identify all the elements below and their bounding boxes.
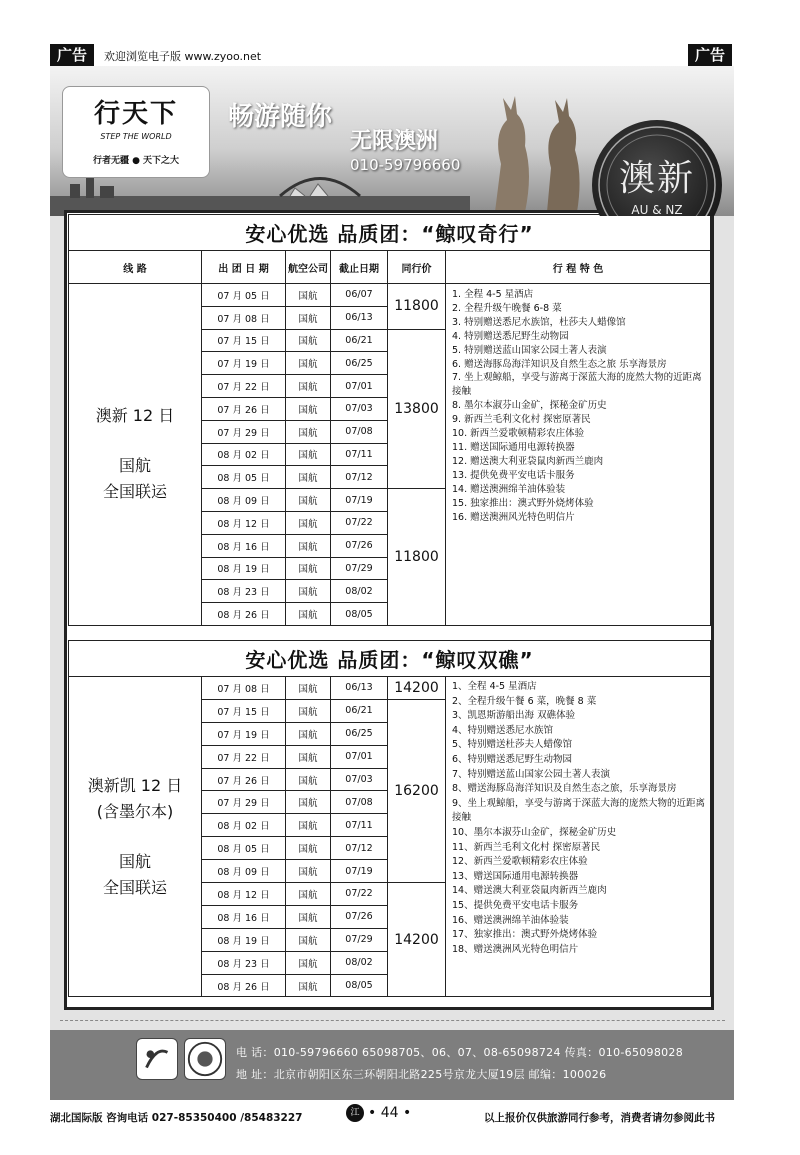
feature-item: 11、新西兰毛利文化村 探密原著民	[452, 841, 601, 853]
route-airline: 国航	[118, 456, 151, 476]
deadline-cell: 08/02	[331, 951, 388, 974]
airline-cell: 国航	[286, 791, 331, 814]
departure-date: 07 月 29 日	[202, 791, 286, 814]
deadline-cell: 07/26	[331, 534, 388, 557]
footer-edition: 湖北国际版 咨询电话 027-85350400 /85483227	[50, 1112, 303, 1124]
table-2-title: 安心优选 品质团：“鲸叹双礁”	[69, 641, 711, 677]
airline-cell: 国航	[286, 352, 331, 375]
features-cell	[446, 677, 711, 997]
airline-cell: 国航	[286, 306, 331, 329]
seal-ring-icon	[592, 120, 722, 216]
departure-date: 07 月 22 日	[202, 745, 286, 768]
feature-item: 15、提供免费平安电话卡服务	[452, 899, 579, 911]
itinerary-table-1	[68, 214, 711, 626]
feature-item: 17、独家推出：澳式野外烧烤体验	[452, 929, 598, 941]
table-header-row	[69, 251, 711, 284]
deadline-cell: 08/02	[331, 580, 388, 603]
feature-item: 7、特别赠送蓝山国家公园土著人表演	[452, 768, 611, 780]
deadline-cell: 07/22	[331, 511, 388, 534]
route-airline: 国航	[118, 851, 151, 871]
deadline-cell: 07/08	[331, 420, 388, 443]
departure-date: 08 月 26 日	[202, 603, 286, 626]
airline-cell: 国航	[286, 534, 331, 557]
departure-date: 08 月 09 日	[202, 489, 286, 512]
airline-cell: 国航	[286, 397, 331, 420]
route-cell	[69, 677, 202, 997]
feature-item: 6. 赠送海豚岛海洋知识及自然生态之旅 乐享海景房	[452, 358, 667, 370]
price-cell: 14200	[388, 883, 446, 997]
price-cell: 16200	[388, 699, 446, 882]
departure-date: 08 月 02 日	[202, 443, 286, 466]
feature-item: 3. 特别赠送悉尼水族馆，杜莎夫人蜡像馆	[452, 316, 626, 328]
price-cell: 11800	[388, 284, 446, 330]
deadline-cell: 07/03	[331, 397, 388, 420]
feature-item: 1、全程 4-5 星酒店	[452, 681, 537, 692]
feature-item: 1. 全程 4-5 星酒店	[452, 289, 534, 300]
feature-item: 5、特别赠送杜莎夫人蜡像馆	[452, 739, 573, 751]
airline-cell: 国航	[286, 329, 331, 352]
banner-slogan-2: 无限澳洲	[350, 128, 439, 154]
route-cell	[69, 284, 202, 626]
feature-item: 16、赠送澳洲绵羊油体验装	[452, 914, 569, 926]
airline-cell: 国航	[286, 768, 331, 791]
feature-item: 18、赠送澳洲风光特色明信片	[452, 943, 579, 955]
kangaroo-icon	[455, 84, 595, 214]
logo-main-text: 行天下	[93, 99, 178, 129]
deadline-cell: 07/19	[331, 860, 388, 883]
feature-item: 13、赠送国际通用电源转换器	[452, 870, 579, 882]
logo-sub-text: STEP THE WORLD	[100, 132, 172, 141]
feature-item: 12、新西兰爱歌顿精彩农庄体验	[452, 856, 588, 868]
feature-item: 14、赠送澳大利亚袋鼠肉新西兰鹿肉	[452, 885, 607, 897]
airline-cell: 国航	[286, 951, 331, 974]
route-name: 澳新凯 12 日	[87, 775, 183, 795]
logo-slogan: 行者无疆 ● 天下之大	[92, 156, 180, 166]
departure-date: 08 月 26 日	[202, 974, 286, 997]
departure-date: 07 月 22 日	[202, 375, 286, 398]
deadline-cell: 07/01	[331, 375, 388, 398]
partner-logo-icon	[136, 1038, 178, 1080]
deadline-cell: 06/21	[331, 699, 388, 722]
deadline-cell: 07/12	[331, 466, 388, 489]
deadline-cell: 07/12	[331, 837, 388, 860]
banner-slogan-1: 畅游随你	[228, 102, 333, 132]
departure-date: 08 月 19 日	[202, 557, 286, 580]
brand-logo	[62, 86, 210, 178]
feature-item: 4、特别赠送悉尼水族馆	[452, 724, 554, 736]
airline-cell: 国航	[286, 699, 331, 722]
departure-date: 07 月 15 日	[202, 329, 286, 352]
top-website-note: 欢迎浏览电子版 www.zyoo.net	[104, 50, 262, 63]
deadline-cell: 07/11	[331, 814, 388, 837]
airline-cell: 国航	[286, 837, 331, 860]
edition-badge-icon: 江	[346, 1104, 364, 1122]
departure-date: 08 月 23 日	[202, 951, 286, 974]
ad-tag-left: 广告	[50, 44, 94, 66]
deadline-cell: 06/21	[331, 329, 388, 352]
deadline-cell: 08/05	[331, 603, 388, 626]
feature-item: 4. 特别赠送悉尼野生动物园	[452, 330, 569, 342]
departure-date: 07 月 19 日	[202, 722, 286, 745]
feature-item: 13. 提供免费平安电话卡服务	[452, 469, 575, 481]
price-cell: 13800	[388, 329, 446, 489]
feature-item: 10、墨尔本淑芬山金矿，探秘金矿历史	[452, 826, 617, 838]
route-name-note: (含墨尔本)	[96, 801, 174, 821]
deadline-cell: 07/29	[331, 557, 388, 580]
deadline-cell: 06/07	[331, 284, 388, 307]
deadline-cell: 07/19	[331, 489, 388, 512]
ad-tag-right: 广告	[688, 44, 732, 66]
feature-item: 8. 墨尔本淑芬山金矿，探秘金矿历史	[452, 400, 607, 412]
contact-address: 地 址：北京市朝阳区东三环朝阳北路225号京龙大厦19层 邮编：100026	[236, 1068, 607, 1081]
departure-date: 08 月 16 日	[202, 534, 286, 557]
table-1-title: 安心优选 品质团：“鲸叹奇行”	[69, 215, 711, 251]
feature-item: 2. 全程升级午晚餐 6-8 菜	[452, 302, 562, 314]
airline-cell: 国航	[286, 557, 331, 580]
departure-date: 07 月 29 日	[202, 420, 286, 443]
departure-date: 07 月 08 日	[202, 677, 286, 700]
feature-item: 9. 新西兰毛利文化村 探密原著民	[452, 414, 591, 426]
features-cell	[446, 284, 711, 626]
airline-cell: 国航	[286, 443, 331, 466]
divider	[60, 1020, 725, 1021]
departure-date: 07 月 26 日	[202, 768, 286, 791]
deadline-cell: 07/11	[331, 443, 388, 466]
feature-item: 16. 赠送澳洲风光特色明信片	[452, 511, 575, 523]
deadline-cell: 07/22	[331, 883, 388, 906]
feature-item: 6、特别赠送悉尼野生动物园	[452, 753, 573, 765]
feature-item: 8、赠送海豚岛海洋知识及自然生态之旅，乐享海景房	[452, 783, 677, 795]
airline-cell: 国航	[286, 814, 331, 837]
deadline-cell: 07/08	[331, 791, 388, 814]
contact-bar	[50, 1030, 734, 1100]
feature-item: 15. 独家推出：澳式野外烧烤体验	[452, 497, 594, 509]
seal-main-text: 澳新	[618, 158, 695, 199]
airline-cell: 国航	[286, 928, 331, 951]
airline-cell: 国航	[286, 860, 331, 883]
banner-phone: 010-59796660	[350, 156, 461, 174]
header-features: 行 程 特 色	[446, 251, 711, 284]
airline-cell: 国航	[286, 420, 331, 443]
airline-cell: 国航	[286, 580, 331, 603]
footer-page-number	[346, 1104, 411, 1122]
airline-cell: 国航	[286, 677, 331, 700]
airline-cell: 国航	[286, 603, 331, 626]
departure-date: 07 月 05 日	[202, 284, 286, 307]
price-cell: 11800	[388, 489, 446, 626]
table-row	[69, 284, 711, 307]
feature-item: 10. 新西兰爱歌顿精彩农庄体验	[452, 428, 585, 440]
seal-sub-text: AU & NZ	[631, 203, 683, 216]
spacer	[69, 825, 201, 849]
deadline-cell: 07/29	[331, 928, 388, 951]
airline-cell: 国航	[286, 375, 331, 398]
feature-item: 7. 坐上观鲸船，享受与游离于深蓝大海的庞然大物的近距离接触	[452, 372, 702, 398]
feature-item: 11. 赠送国际通用电源转换器	[452, 441, 575, 453]
deadline-cell: 06/13	[331, 306, 388, 329]
airline-cell: 国航	[286, 722, 331, 745]
departure-date: 07 月 15 日	[202, 699, 286, 722]
price-cell: 14200	[388, 677, 446, 700]
departure-date: 08 月 12 日	[202, 883, 286, 906]
feature-item: 5. 特别赠送蓝山国家公园土著人表演	[452, 344, 607, 356]
route-note: 全国联运	[102, 877, 167, 897]
page-number: • 44 •	[368, 1105, 412, 1121]
feature-item: 9、坐上观鲸船，享受与游离于深蓝大海的庞然大物的近距离接触	[452, 797, 706, 824]
deadline-cell: 07/26	[331, 905, 388, 928]
spacer	[69, 429, 201, 453]
airline-cell: 国航	[286, 284, 331, 307]
departure-date: 08 月 12 日	[202, 511, 286, 534]
feature-item: 14. 赠送澳洲绵羊油体验装	[452, 483, 566, 495]
header-date: 出 团 日 期	[202, 251, 286, 284]
departure-date: 08 月 23 日	[202, 580, 286, 603]
airline-cell: 国航	[286, 511, 331, 534]
departure-date: 07 月 08 日	[202, 306, 286, 329]
departure-date: 07 月 19 日	[202, 352, 286, 375]
airline-cell: 国航	[286, 974, 331, 997]
deadline-cell: 07/01	[331, 745, 388, 768]
deadline-cell: 06/25	[331, 352, 388, 375]
header-price: 同行价	[388, 251, 446, 284]
departure-date: 08 月 19 日	[202, 928, 286, 951]
contact-phone: 电 话：010-59796660 65098705、06、07、08-65098724 传真：010-65098028	[236, 1046, 684, 1059]
banner	[50, 66, 734, 216]
footer-disclaimer: 以上报价仅供旅游同行参考，消费者请勿参阅此书	[484, 1112, 715, 1124]
departure-date: 08 月 05 日	[202, 837, 286, 860]
airline-cell: 国航	[286, 883, 331, 906]
header-airline: 航空公司	[286, 251, 331, 284]
feature-item: 12. 赠送澳大利亚袋鼠肉新西兰鹿肉	[452, 455, 604, 467]
airline-cell: 国航	[286, 466, 331, 489]
deadline-cell: 07/03	[331, 768, 388, 791]
departure-date: 08 月 16 日	[202, 905, 286, 928]
table-row	[69, 677, 711, 700]
header-deadline: 截止日期	[331, 251, 388, 284]
departure-date: 08 月 05 日	[202, 466, 286, 489]
association-emblem-icon	[184, 1038, 226, 1080]
departure-date: 08 月 02 日	[202, 814, 286, 837]
airline-cell: 国航	[286, 905, 331, 928]
deadline-cell: 08/05	[331, 974, 388, 997]
au-nz-seal	[592, 120, 722, 216]
route-note: 全国联运	[102, 482, 167, 502]
airline-cell: 国航	[286, 745, 331, 768]
deadline-cell: 06/13	[331, 677, 388, 700]
feature-item: 2、全程升级午餐 6 菜，晚餐 8 菜	[452, 695, 597, 707]
header-route: 线 路	[69, 251, 202, 284]
airline-cell: 国航	[286, 489, 331, 512]
route-name: 澳新 12 日	[95, 406, 175, 426]
deadline-cell: 06/25	[331, 722, 388, 745]
departure-date: 07 月 26 日	[202, 397, 286, 420]
itinerary-table-2	[68, 640, 711, 997]
departure-date: 08 月 09 日	[202, 860, 286, 883]
feature-item: 3、凯恩斯游船出海 双礁体验	[452, 710, 576, 722]
